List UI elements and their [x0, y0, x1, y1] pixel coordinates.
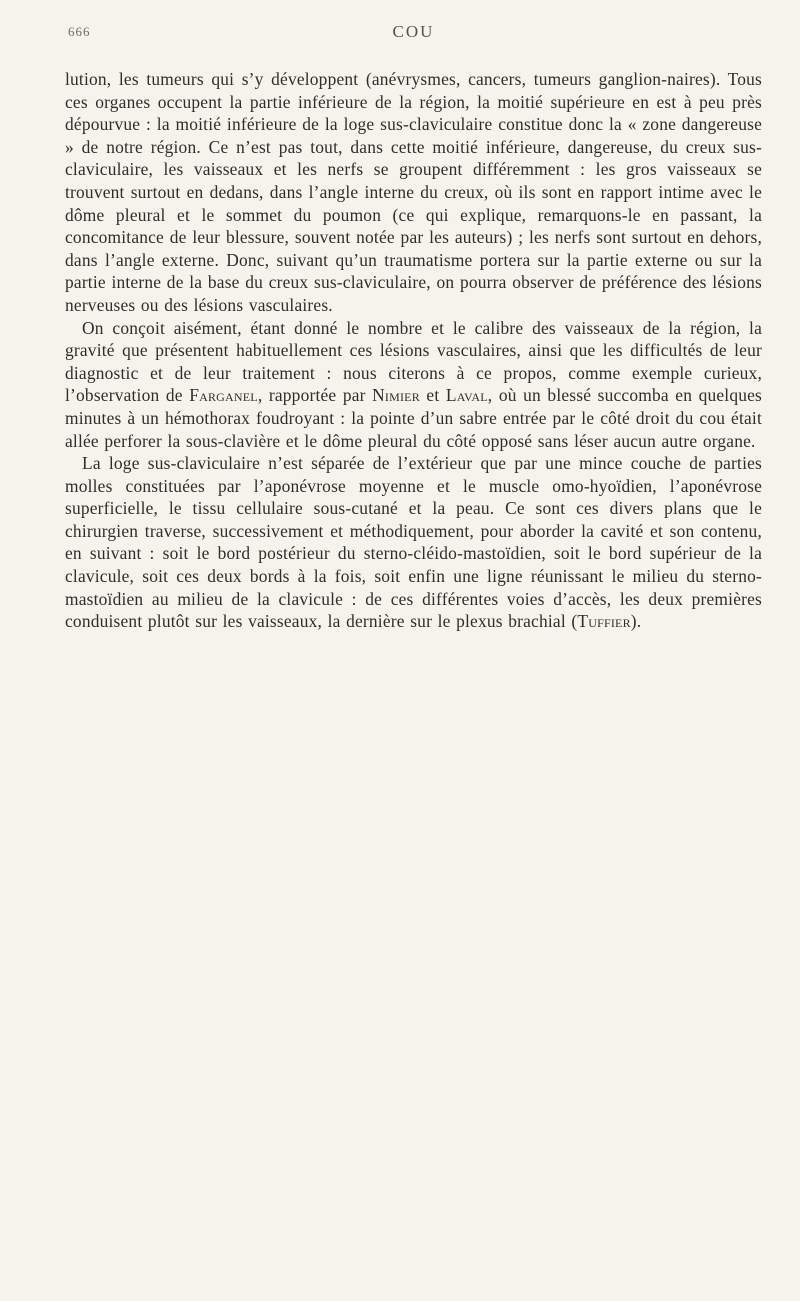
- paragraph: [65, 68, 762, 317]
- paragraph: [65, 452, 762, 633]
- author-name: Tuffier: [577, 611, 631, 632]
- paragraph: [65, 317, 762, 453]
- running-head: COU: [392, 22, 435, 41]
- author-name: Farganel: [189, 385, 258, 406]
- page-header: [65, 22, 762, 46]
- author-name: Nimier: [372, 385, 420, 406]
- text-segment: , où un blessé succomba en quelques minutes à un hémothorax foudroyant : la pointe d’un sabre entrée par le côté droit du cou était allée perforer la sous-clavière et le dôme pleural du côté opposé sans léser aucun autre organe.: [65, 385, 763, 451]
- text-segment: , rapportée par: [257, 385, 373, 406]
- body-text: [65, 68, 762, 633]
- text-segment: La loge sus-claviculaire n’est séparée de l’extérieur que par une mince couche de parties molles constituées par l’aponévrose moyenne et le muscle omo-hyoïdien, l’aponévrose superficielle, le tissu cellulaire sous-cutané et la peau. Ce sont ces divers plans que le chirurgien traverse, successivement et méthodiquement, pour aborder la cavité et son contenu, en suivant : soit le bord postérieur du sterno-cléido-mastoïdien, soit le bord supérieur de la clavicule, soit ces deux bords à la fois, soit enfin une ligne réunissant le milieu du sterno-mastoïdien au milieu de la clavicule : de ces différentes voies d’accès, les deux premières conduisent plutôt sur les vaisseaux, la dernière sur le plexus brachial (: [65, 453, 762, 632]
- author-name: Laval: [445, 385, 488, 406]
- text-segment: et: [419, 385, 446, 406]
- text-segment: On conçoit aisément, étant donné le nombre et le calibre des vaisseaux de la région, la gravité que présentent habituellement ces lésions vasculaires, ainsi que les difficultés de leur diagnostic et de leur traitement : nous citerons à ce propos, comme exemple curieux, l’observation de: [65, 317, 762, 406]
- page-number: 666: [68, 24, 91, 39]
- text-segment: ).: [630, 611, 642, 632]
- text-segment: lution, les tumeurs qui s’y développent (anévrysmes, cancers, tumeurs ganglion-naires). Tous ces organes occupent la partie inférieure de la région, la moitié supérieure en est à peu près dépourvue : la moitié inférieure de la loge sus-claviculaire constitue donc la « zone dangereuse » de notre région. Ce n’est pas tout, dans cette moitié inférieure, dangereuse, du creux sus-claviculaire, les vaisseaux et les nerfs se groupent différemment : les gros vaisseaux se trouvent surtout en dedans, dans l’angle interne du creux, où ils sont en rapport intime avec le dôme pleural et le sommet du poumon (ce qui explique, remarquons-le en passant, la concomitance de leur blessure, souvent notée par les auteurs) ; les nerfs sont surtout en dehors, dans l’angle externe. Donc, suivant qu’un traumatisme portera sur la partie externe ou sur la partie interne de la base du creux sus-claviculaire, on pourra observer de préférence des lésions nerveuses ou des lésions vasculaires.: [65, 69, 762, 315]
